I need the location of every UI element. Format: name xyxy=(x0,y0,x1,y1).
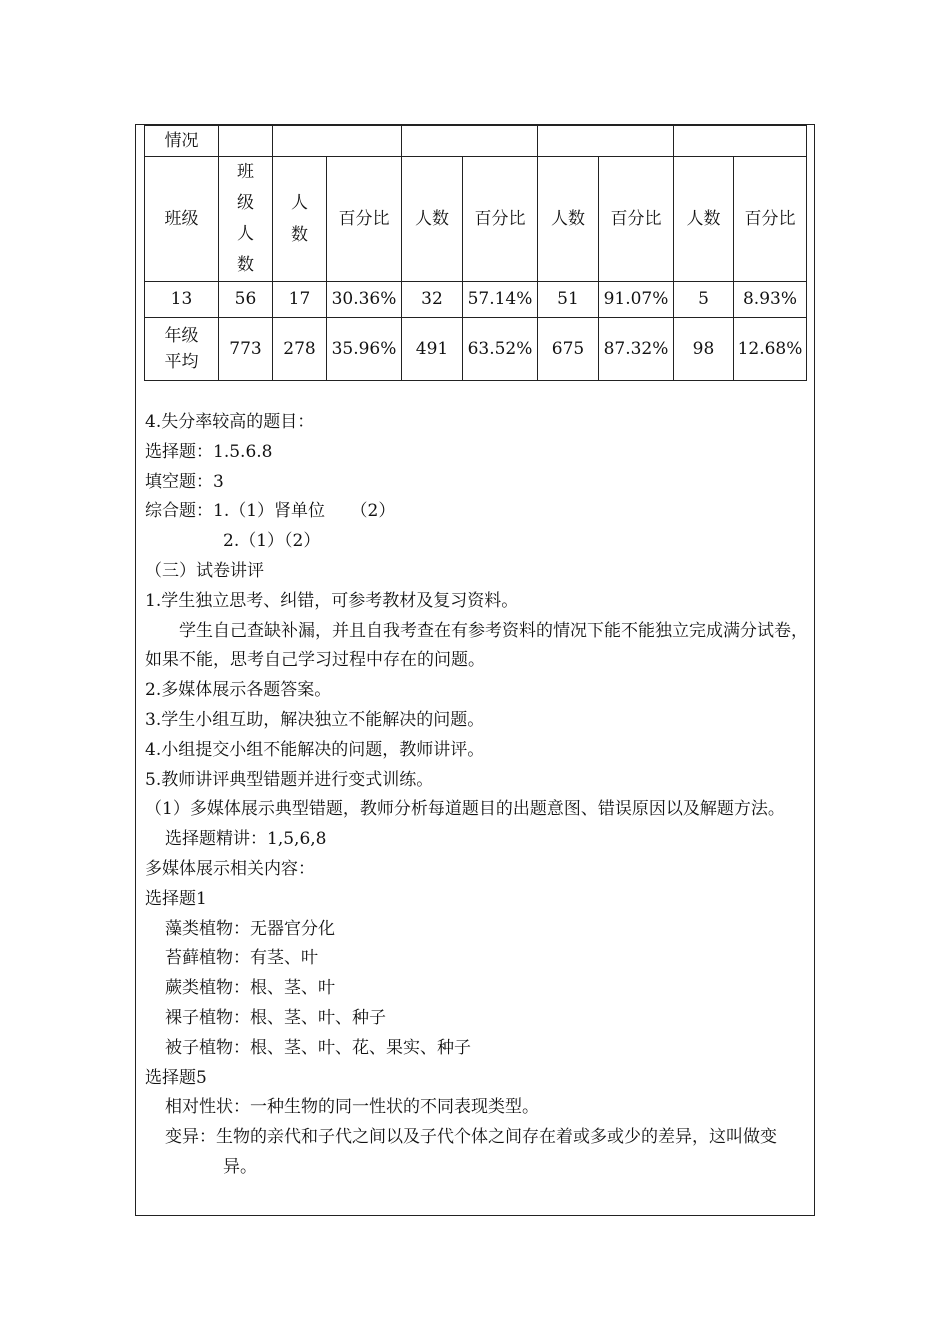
text-line: 填空题：3 xyxy=(145,471,224,492)
text-line: 2.（1）（2） xyxy=(223,531,321,552)
table-row xyxy=(145,318,807,381)
table-cell: 12.68% xyxy=(734,318,807,381)
text-line: 裸子植物：根、茎、叶、种子 xyxy=(165,1007,386,1028)
document-body xyxy=(145,408,810,1183)
table-cell: 5 xyxy=(674,282,734,318)
text-line: 藻类植物：无器官分化 xyxy=(165,918,335,939)
table-cell xyxy=(402,126,538,157)
table-cell: 32 xyxy=(402,282,463,318)
table-cell xyxy=(538,126,674,157)
text-line: 被子植物：根、茎、叶、花、果实、种子 xyxy=(165,1037,471,1058)
header-percent: 百分比 xyxy=(327,157,402,282)
text-line: 3.学生小组互助，解决独立不能解决的问题。 xyxy=(145,709,485,730)
header-count: 人数 xyxy=(538,157,599,282)
table-cell: 17 xyxy=(273,282,327,318)
section-heading: （三）试卷讲评 xyxy=(145,560,264,581)
text-line: 选择题：1.5.6.8 xyxy=(145,441,273,462)
table-cell: 56 xyxy=(219,282,273,318)
table-row xyxy=(145,126,807,157)
paragraph: （1）多媒体展示典型错题，教师分析每道题目的出题意图、错误原因以及解题方法。 xyxy=(145,799,785,820)
text-line: 多媒体展示相关内容： xyxy=(145,858,315,879)
table-cell: 87.32% xyxy=(599,318,674,381)
paragraph: 变异：生物的亲代和子代之间以及子代个体之间存在着或多或少的差异，这叫做变异。 xyxy=(165,1127,777,1177)
table-cell: 278 xyxy=(273,318,327,381)
text-line: 相对性状：一种生物的同一性状的不同表现类型。 xyxy=(165,1097,539,1118)
text-line: 2.多媒体展示各题答案。 xyxy=(145,680,332,701)
table-header-row xyxy=(145,157,807,282)
table-cell: 491 xyxy=(402,318,463,381)
header-percent: 百分比 xyxy=(463,157,538,282)
table-cell: 91.07% xyxy=(599,282,674,318)
table-cell: 63.52% xyxy=(463,318,538,381)
header-percent: 百分比 xyxy=(599,157,674,282)
table-cell: 8.93% xyxy=(734,282,807,318)
table-cell: 57.14% xyxy=(463,282,538,318)
table-cell: 98 xyxy=(674,318,734,381)
score-stats-table xyxy=(144,125,807,381)
table-cell: 773 xyxy=(219,318,273,381)
table-cell: 情况 xyxy=(145,126,219,157)
header-class-size: 班级人数 xyxy=(219,157,273,282)
header-count: 人数 xyxy=(273,157,327,282)
table-cell: 30.36% xyxy=(327,282,402,318)
table-cell xyxy=(674,126,807,157)
text-line: 4.失分率较高的题目： xyxy=(145,412,315,432)
paragraph: 学生自己查缺补漏，并且自我考查在有参考资料的情况下能不能独立完成满分试卷，如果不能，思考自己学习过程中存在的问题。 xyxy=(145,620,808,671)
text-line: 选择题5 xyxy=(145,1067,207,1088)
text-line: 4.小组提交小组不能解决的问题，教师讲评。 xyxy=(145,739,485,760)
table-cell: 51 xyxy=(538,282,599,318)
header-percent: 百分比 xyxy=(734,157,807,282)
text-line: 苔藓植物：有茎、叶 xyxy=(165,948,318,969)
header-count: 人数 xyxy=(674,157,734,282)
table-cell: 13 xyxy=(145,282,219,318)
table-cell: 35.96% xyxy=(327,318,402,381)
header-class: 班级 xyxy=(145,157,219,282)
text-line: 5.教师讲评典型错题并进行变式训练。 xyxy=(145,769,434,790)
text-line: 综合题：1.（1）肾单位 （2） xyxy=(145,501,396,522)
text-line: 1.学生独立思考、纠错，可参考教材及复习资料。 xyxy=(145,590,519,611)
text-line: 选择题1 xyxy=(145,888,207,909)
table-row xyxy=(145,282,807,318)
table-cell xyxy=(219,126,273,157)
table-cell xyxy=(273,126,402,157)
text-line: 蕨类植物：根、茎、叶 xyxy=(165,978,335,999)
header-count: 人数 xyxy=(402,157,463,282)
table-cell: 675 xyxy=(538,318,599,381)
text-line: 选择题精讲：1,5,6,8 xyxy=(165,829,327,850)
table-cell: 年级平均 xyxy=(145,318,219,381)
